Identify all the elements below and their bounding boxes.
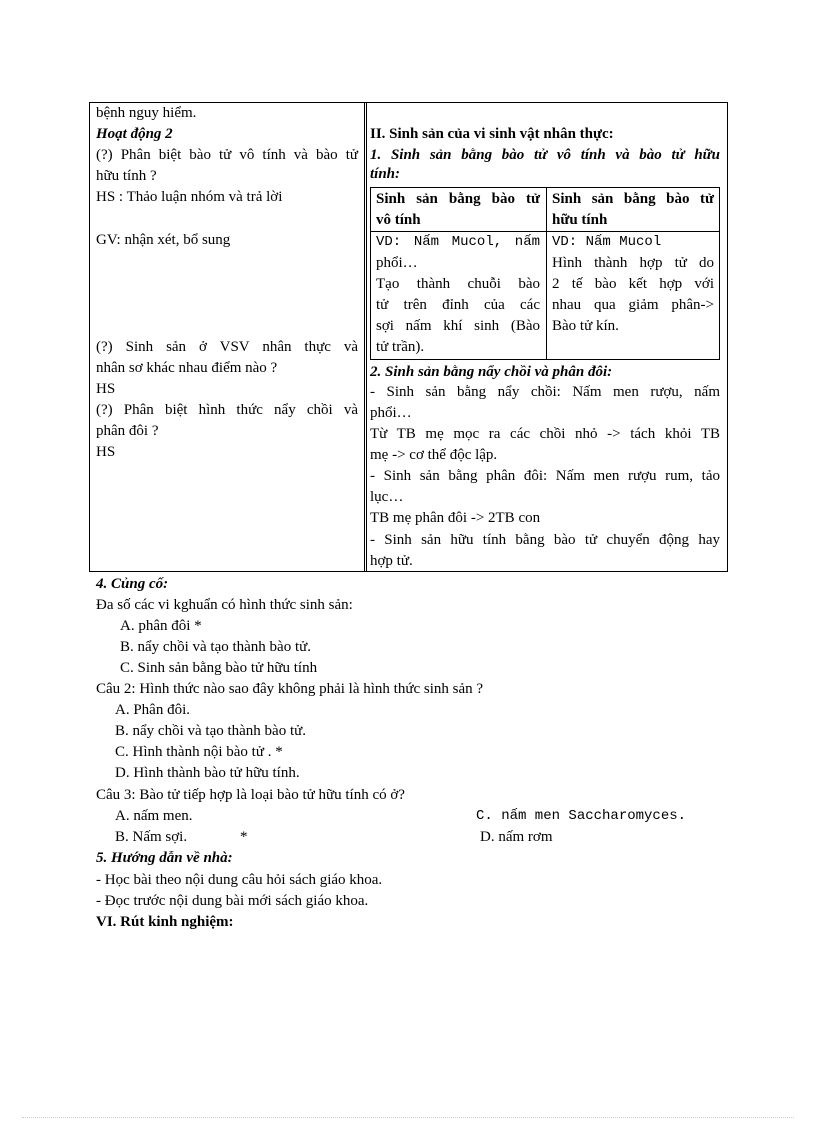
question: Câu 2: Hình thức nào sao đây không phải là hình thức sinh sản ? <box>96 681 484 697</box>
body-line: mẹ -> cơ thể độc lập. <box>370 447 498 463</box>
body-line: - Sinh sản bằng nẩy chồi: Nấm men rượu, nấm <box>370 384 720 400</box>
table-cell: Tạo thành chuỗi bào <box>376 276 540 292</box>
table-header: vô tính <box>376 212 421 228</box>
question-line: (?) Sinh sản ở VSV nhân thực và <box>96 339 358 355</box>
question-line: (?) Phân biệt bào tử vô tính và bào tử <box>96 147 358 163</box>
answer-option: B. nẩy chồi và tạo thành bào tử. <box>120 639 312 655</box>
answer-option: B. Nấm sợi. <box>115 829 188 845</box>
answer-option: A. phân đôi * <box>120 618 202 634</box>
table-header: Sinh sản bằng bào tử <box>376 191 540 207</box>
table-cell: tử trên đỉnh của các <box>376 297 540 313</box>
table-column-divider <box>364 102 365 572</box>
table-cell: nhau qua giảm phân-> <box>552 297 714 313</box>
subsection-heading: 2. Sinh sản bằng nẩy chồi và phân đôi: <box>370 364 613 380</box>
section-heading: II. Sinh sản của vi sinh vật nhân thực: <box>370 126 614 142</box>
section-title: 5. Hướng dẫn về nhà: <box>96 850 233 866</box>
answer-option: B. nẩy chồi và tạo thành bào tử. <box>115 723 307 739</box>
body-line: - Sinh sản hữu tính bằng bào tử chuyển động hay <box>370 532 720 548</box>
answer-option: A. nấm men. <box>115 808 193 824</box>
body-line: phổi… <box>370 405 412 421</box>
question: Câu 3: Bào tử tiếp hợp là loại bào tử hữu tính có ở? <box>96 787 405 803</box>
table-cell: Hình thành hợp tử do <box>552 255 714 271</box>
body-line: lục… <box>370 489 404 505</box>
answer-option: D. Hình thành bào tử hữu tính. <box>115 765 300 781</box>
activity-heading: Hoạt động 2 <box>96 126 173 142</box>
question-line: phân đôi ? <box>96 423 159 439</box>
teacher-note: GV: nhận xét, bổ sung <box>96 232 231 248</box>
question-line: hữu tính ? <box>96 168 157 184</box>
table-column-divider-double <box>366 102 367 572</box>
table-cell: phổi… <box>376 255 418 271</box>
body-line: TB mẹ phân đôi -> 2TB con <box>370 510 541 526</box>
comparison-table-divider <box>546 187 547 360</box>
body-line: - Đọc trước nội dung bài mới sách giáo khoa. <box>96 893 369 909</box>
answer-mark: * <box>240 829 248 845</box>
section-title: 4. Củng cố: <box>96 576 169 592</box>
subsection-heading: tính: <box>370 166 401 182</box>
student-note: HS <box>96 444 116 460</box>
left-text-line: bệnh nguy hiểm. <box>96 105 197 121</box>
table-header: Sinh sản bằng bào tử <box>552 191 714 207</box>
table-cell: VD: Nấm Mucol, nấm <box>376 234 540 250</box>
table-cell: tử trần). <box>376 339 425 355</box>
table-header: hữu tính <box>552 212 608 228</box>
question-line: nhân sơ khác nhau điểm nào ? <box>96 360 278 376</box>
student-note: HS : Thảo luận nhóm và trả lời <box>96 189 283 205</box>
answer-option: C. nấm men Saccharomyces. <box>476 808 687 824</box>
table-cell: Bào tử kín. <box>552 318 619 334</box>
body-line: - Sinh sản bằng phân đôi: Nấm men rượu rum, tảo <box>370 468 720 484</box>
body-line: hợp tử. <box>370 553 413 569</box>
table-cell: 2 tế bào kết hợp với <box>552 276 714 292</box>
page-bottom-border <box>22 1117 794 1118</box>
question-line: (?) Phân biệt hình thức nẩy chồi và <box>96 402 358 418</box>
answer-option: A. Phân đôi. <box>115 702 190 718</box>
question: Đa số các vi kghuẩn có hình thức sinh sản: <box>96 597 353 613</box>
subsection-heading: 1. Sinh sản bằng bào tử vô tính và bào tử hữu <box>370 147 720 163</box>
section-title: VI. Rút kinh nghiệm: <box>96 914 234 930</box>
answer-option: C. Hình thành nội bào tử . * <box>115 744 283 760</box>
table-cell: VD: Nấm Mucol <box>552 234 662 250</box>
table-cell: sợi nấm khí sinh (Bào <box>376 318 540 334</box>
answer-option: C. Sinh sản bằng bào tử hữu tính <box>120 660 318 676</box>
answer-option: D. nấm rơm <box>480 829 553 845</box>
body-line: - Học bài theo nội dung câu hỏi sách giáo khoa. <box>96 872 383 888</box>
student-note: HS <box>96 381 116 397</box>
body-line: Từ TB mẹ mọc ra các chồi nhỏ -> tách khỏi TB <box>370 426 720 442</box>
